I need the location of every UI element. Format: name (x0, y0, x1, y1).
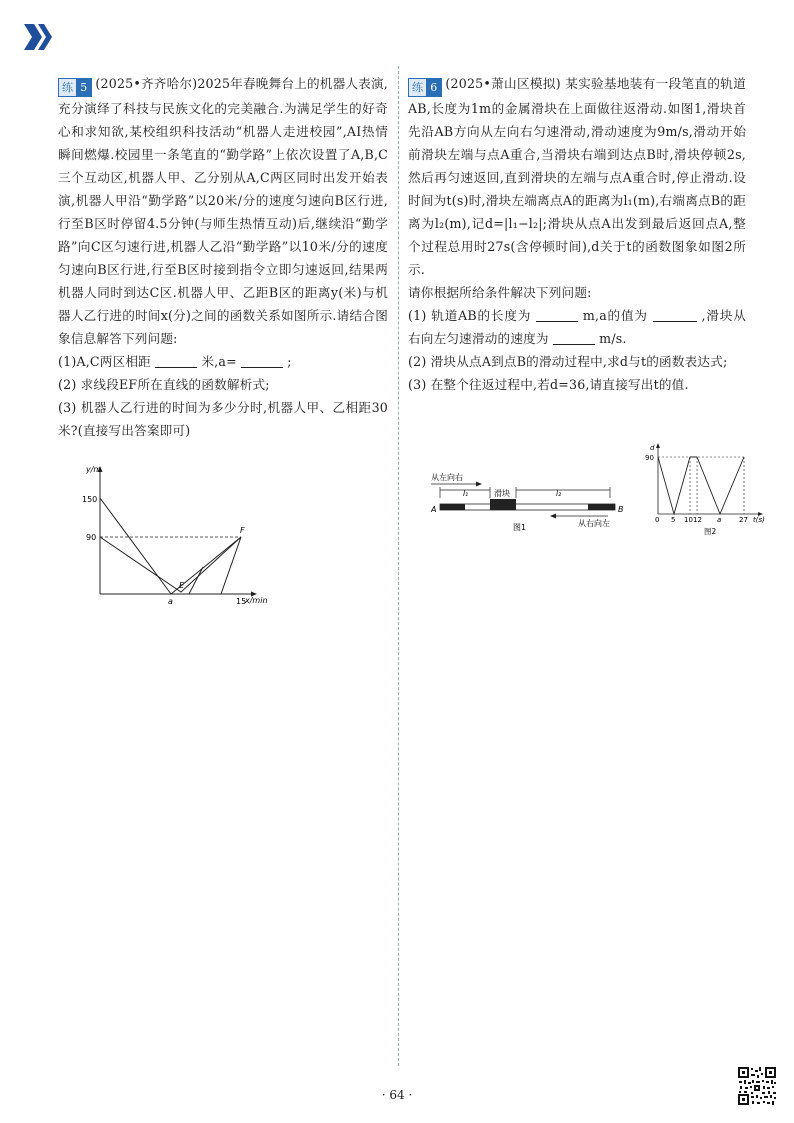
problem-6-stem: 练 6 (2025•萧山区模拟) 某实验基地装有一段笔直的轨道AB,长度为1m的金属滑块在上面做往返滑动.如图1,滑块首先沿AB方向从左向右匀速滑动,滑动速度为9m/s,滑动开始前滑块左端与点A重合,当滑块右端到达点B时,滑块停顿2s,然后再匀速返回,直到滑块的左端与点A重合时,停止滑动.设时间为t(s)时,滑块左端离点A的距离为l₁(m),右端离点B的距离为l₂(m),记d=|l₁−l₂|;滑块从点A出发到最后返回点A,整个过程总用时27s(含停顿时间),d关于t的函数图象如图2所示. (408, 76, 746, 277)
answer-blank[interactable] (536, 307, 578, 322)
robot-yi-line (100, 537, 241, 592)
problem-5 (58, 72, 388, 442)
tick-12: 12 (693, 516, 702, 524)
question-1: (1) 轨道AB的长度为 m,a的值为 ,滑块从右向左匀速滑动的速度为 m/s. (408, 308, 746, 346)
figure-2-caption: 图2 (704, 527, 717, 536)
answer-blank[interactable] (553, 330, 595, 345)
x-axis-label: t(s) (753, 516, 765, 524)
point-f-label: F (240, 526, 245, 535)
problem-6 (408, 72, 746, 396)
slider-label: 滑块 (494, 489, 510, 498)
question-3: (3) 机器人乙行进的时间为多少分时,机器人甲、乙相距30米?(直接写出答案即可) (58, 400, 388, 438)
point-b-label: B (618, 505, 624, 514)
tick-0: 0 (655, 516, 660, 524)
exercise-tag: 练 6 (408, 78, 442, 97)
robot-jia-line-1 (100, 498, 171, 594)
tick-15: 15 (236, 597, 247, 606)
question-2: (2) 滑块从点A到点B的滑动过程中,求d与t的函数表达式; (408, 354, 728, 369)
l1-label: l₁ (463, 489, 469, 498)
tick-a: a (717, 516, 722, 524)
y-axis-label: d (650, 444, 655, 452)
qr-code-icon[interactable] (737, 1066, 777, 1106)
column-divider (398, 66, 399, 1066)
slider-block (490, 499, 516, 510)
point-a-label: A (431, 505, 437, 514)
l2-label: l₂ (556, 489, 562, 498)
tick-150: 150 (82, 495, 98, 504)
question-1: (1)A,C两区相距 米,a= ; (58, 354, 292, 369)
tick-10: 10 (684, 516, 693, 524)
answer-blank[interactable] (155, 353, 197, 368)
y-axis-label: y/m (86, 465, 102, 474)
problem-5-stem: 练 5 (2025•齐齐哈尔)2025年春晚舞台上的机器人表演,充分演绎了科技与民族文化的完美融合.为满足学生的好奇心和求知欲,某校组织科技活动“机器人走进校园”,AI热情瞬间燃爆.校园里一条笔直的“勤学路”上依次设置了A,B,C三个互动区,机器人甲、乙分别从A,C两区同时出发开始表演,机器人甲沿“勤学路”以20米/分的速度匀速向B区行进,行至B区时停留4.5分钟(与师生热情互动)后,继续沿“勤学路”向C区匀速行进,机器人乙沿“勤学路”以10米/分的速度匀速向B区行进,行至B区时接到指令立即匀速返回,结果两机器人同时到达C区.机器人甲、乙距B区的距离y(米)与机器人乙行进的时间x(分)之间的函数关系如图所示.请结合图象信息解答下列问题: (58, 76, 388, 346)
tick-27: 27 (739, 516, 748, 524)
answer-blank[interactable] (241, 353, 283, 368)
point-e-label: E (179, 581, 185, 590)
tick-90: 90 (645, 454, 654, 462)
question-2: (2) 求线段EF所在直线的函数解析式; (58, 377, 270, 392)
tick-90: 90 (86, 533, 97, 542)
d-t-line (658, 457, 744, 514)
exercise-tag: 练 5 (58, 78, 92, 97)
figure-1-track (428, 468, 628, 538)
function-graph (78, 462, 278, 612)
question-3: (3) 在整个往返过程中,若d=36,请直接写出t的值. (408, 377, 689, 392)
instruction: 请你根据所给条件解决下列问题: (408, 285, 592, 300)
tick-a: a (168, 597, 173, 606)
page-number: · 64 · (381, 1088, 413, 1102)
answer-blank[interactable] (653, 307, 697, 322)
x-axis-label: x/min (245, 596, 268, 605)
figure-1-caption: 图1 (513, 523, 527, 532)
right-to-left-label: 从右向左 (578, 519, 610, 528)
publisher-logo (20, 20, 56, 54)
tick-5: 5 (671, 516, 676, 524)
left-to-right-label: 从左向右 (431, 473, 463, 482)
figure-2-graph (642, 440, 772, 540)
